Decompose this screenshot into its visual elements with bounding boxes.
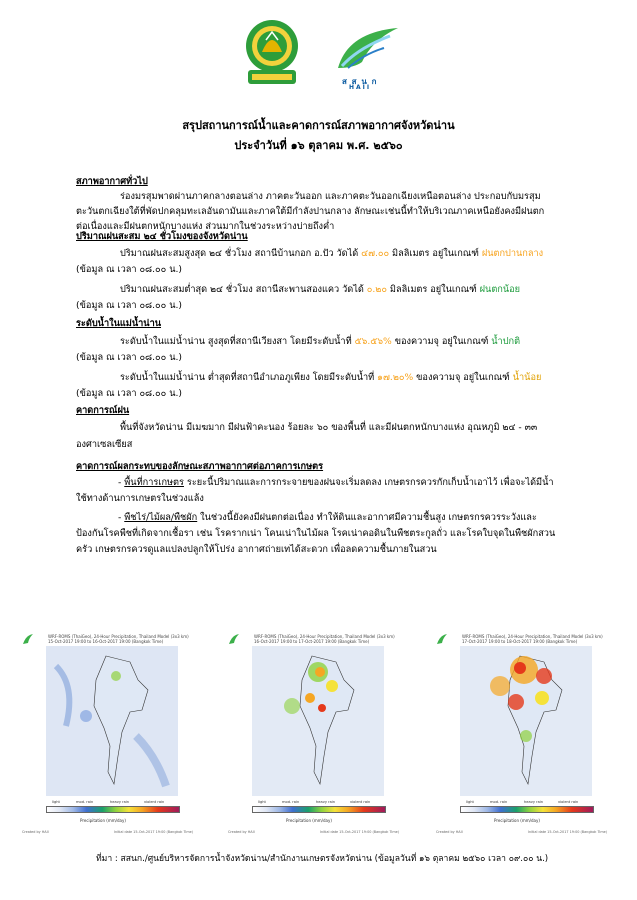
haii-map-logo-icon	[228, 633, 240, 645]
haii-logo	[328, 22, 402, 94]
water-low-value: ๑๗.๒๐%	[377, 372, 414, 383]
water-high-level: น้ำปกติ	[491, 336, 521, 347]
rain-min-note: (ข้อมูล ณ เวลา ๐๘.๐๐ น.)	[76, 300, 182, 311]
water-heading: ระดับน้ำในแม่น้ำน่าน	[76, 318, 162, 329]
forecast-text-1: พื้นที่จังหวัดน่าน มีเมฆมาก มีฝนฟ้าคะนอง ร้อยละ ๖๐ ของพื้นที่ และมีฝนตกหนักบางแห่ง อุณหภูมิ ๒๔ - ๓๓	[120, 422, 538, 433]
source-note: ที่มา : สสนก./ศูนย์บริหารจัดการน้ำจังหวัดน่าน/สำนักงานเกษตรจังหวัดน่าน (ข้อมูลวันที่ ๑๖ ตุลาคม ๒๕๖๐ เวลา ๐๙.๐๐ น.)	[96, 854, 549, 864]
rain-max-level: ฝนตกปานกลาง	[481, 248, 544, 259]
agri-field-line: - พื้นที่การเกษตร ระยะนี้ปริมาณและการกระจายของฝนจะเริ่มลดลง เกษตรกรควรกักเก็บน้ำเอาไว้ เพื่อจะได้มีน้ำ	[118, 477, 554, 488]
forecast-heading: คาดการณ์ฝน	[76, 405, 130, 416]
precip-map-day1: WRF-ROMS (ThaiGeo), 24-Hour Precipitation, Thailand Model (3x3 km) 15-Oct-2017 19:00 to 16-Oct-2017 19:00 (Bangkok Time) light mod. rain heavy rain violent rain Precipitation (mm/day) Created by HAII Initial date 15-Oct-2017 19:00 (Bangkok Time)	[22, 634, 194, 834]
water-low-level: น้ำน้อย	[512, 372, 542, 383]
agri-crop-line: - พืชไร่/ไม้ผล/พืชผัก ในช่วงนี้ยังคงมีฝนตกต่อเนื่อง ทำให้ดินและอากาศมีความชื้นสูง เกษตรกรควรระวังและ	[118, 512, 537, 523]
report-date: ประจำวันที่ ๑๖ ตุลาคม พ.ศ. ๒๕๖๐	[234, 139, 403, 152]
agri-crop-label: พืชไร่/ไม้ผล/พืชผัก	[124, 512, 198, 523]
weather-text-1: ร่องมรสุมพาดผ่านภาคกลางตอนล่าง ภาคตะวันออก และภาคตะวันออกเฉียงเหนือตอนล่าง ประกอบกับมรสุม	[120, 191, 541, 202]
weather-text-3: ต่อเนื่องและมีฝนตกหนักบางแห่ง ส่วนมากในช่วงระหว่างบ่ายถึงค่ำ	[76, 221, 335, 232]
water-high-note: (ข้อมูล ณ เวลา ๐๘.๐๐ น.)	[76, 352, 182, 363]
rain-heading: ปริมาณฝนสะสม ๒๔ ชั่วโมงของจังหวัดน่าน	[76, 231, 248, 242]
agri-heading: คาดการณ์ผลกระทบของลักษณะสภาพอากาศต่อภาคการเกษตร	[76, 461, 324, 472]
rain-min-value: ๐.๒๐	[366, 284, 387, 295]
rain-max-line: ปริมาณฝนสะสมสูงสุด ๒๔ ชั่วโมง สถานีบ้านกอก อ.ปัว วัดได้ ๔๗.๐๐ มิลลิเมตร อยู่ในเกณฑ์ ฝนตกปานกลาง	[120, 248, 544, 259]
agri-crop-line3: ครัว เกษตรกรควรดูแลแปลงปลูกให้โปร่ง อากาศถ่ายเทได้สะดวก เพื่อลดความชื้นภายในสวน	[76, 544, 437, 555]
haii-logo-text: HAII	[349, 84, 372, 91]
agriculture-office-logo	[244, 18, 300, 90]
rain-max-note: (ข้อมูล ณ เวลา ๐๘.๐๐ น.)	[76, 264, 182, 275]
precip-map-day3: WRF-ROMS (ThaiGeo), 24-Hour Precipitation, Thailand Model (3x3 km) 17-Oct-2017 19:00 to 18-Oct-2017 19:00 (Bangkok Time) light mod. rain heavy rain violent rain Precipitation (mm/day) Created by HAII Initial date 15-Oct-2017 19:00 (Bangkok Time)	[436, 634, 608, 834]
report-title: สรุปสถานการณ์น้ำและคาดการณ์สภาพอากาศจังหวัดน่าน	[182, 119, 455, 132]
weather-text-2: ตะวันตกเฉียงใต้ที่พัดปกคลุมทะเลอันดามันและภาคใต้มีกำลังปานกลาง ลักษณะเช่นนี้ทำให้บริเวณภาคเหนือยังคงมีฝนตก	[76, 206, 545, 217]
forecast-text-2: องศาเซลเซียส	[76, 439, 133, 450]
agri-crop-line2: ป้องกันโรคพืชที่เกิดจากเชื้อรา เช่น โรครากเน่า โคนเน่าในไม้ผล โรคเน่าคอดินในพืชตระกูลถั่ว และโรคใบจุดในพืชผักสวน	[76, 528, 556, 539]
rain-min-line: ปริมาณฝนสะสมต่ำสุด ๒๔ ชั่วโมง สถานีสะพานสองแคว วัดได้ ๐.๒๐ มิลลิเมตร อยู่ในเกณฑ์ ฝนตกน้อย	[120, 284, 521, 295]
haii-logo-thai-text: ส ส น ก	[342, 77, 378, 86]
water-low-line: ระดับน้ำในแม่น้ำน่าน ต่ำสุดที่สถานีอำเภอภูเพียง โดยมีระดับน้ำที่ ๑๗.๒๐% ของความจุ อยู่ในเกณฑ์ น้ำน้อย	[120, 372, 542, 383]
rain-max-value: ๔๗.๐๐	[361, 248, 390, 259]
rain-min-level: ฝนตกน้อย	[479, 284, 521, 295]
haii-map-logo-icon	[22, 633, 34, 645]
agri-field-label: พื้นที่การเกษตร	[124, 477, 184, 488]
agri-field-line2: ใช้ทางด้านการเกษตรในช่วงแล้ง	[76, 493, 204, 504]
precip-colorbar	[46, 806, 180, 813]
weather-heading: สภาพอากาศทั่วไป	[76, 176, 148, 187]
precip-map-image	[46, 646, 178, 796]
water-low-note: (ข้อมูล ณ เวลา ๐๘.๐๐ น.)	[76, 388, 182, 399]
precip-map-day2: WRF-ROMS (ThaiGeo), 24-Hour Precipitation, Thailand Model (3x3 km) 16-Oct-2017 19:00 to 17-Oct-2017 19:00 (Bangkok Time) light mod. rain heavy rain violent rain Precipitation (mm/day) Created by HAII Initial date 15-Oct-2017 19:00 (Bangkok Time)	[228, 634, 400, 834]
precip-colorbar	[460, 806, 594, 813]
haii-map-logo-icon	[436, 633, 448, 645]
precip-map-image	[460, 646, 592, 796]
water-high-line: ระดับน้ำในแม่น้ำน่าน สูงสุดที่สถานีเวียงสา โดยมีระดับน้ำที่ ๕๖.๕๖% ของความจุ อยู่ในเกณฑ์ น้ำปกติ	[120, 336, 521, 347]
water-high-value: ๕๖.๕๖%	[354, 336, 392, 347]
precip-map-image	[252, 646, 384, 796]
precip-colorbar	[252, 806, 386, 813]
precipitation-maps	[0, 630, 637, 840]
